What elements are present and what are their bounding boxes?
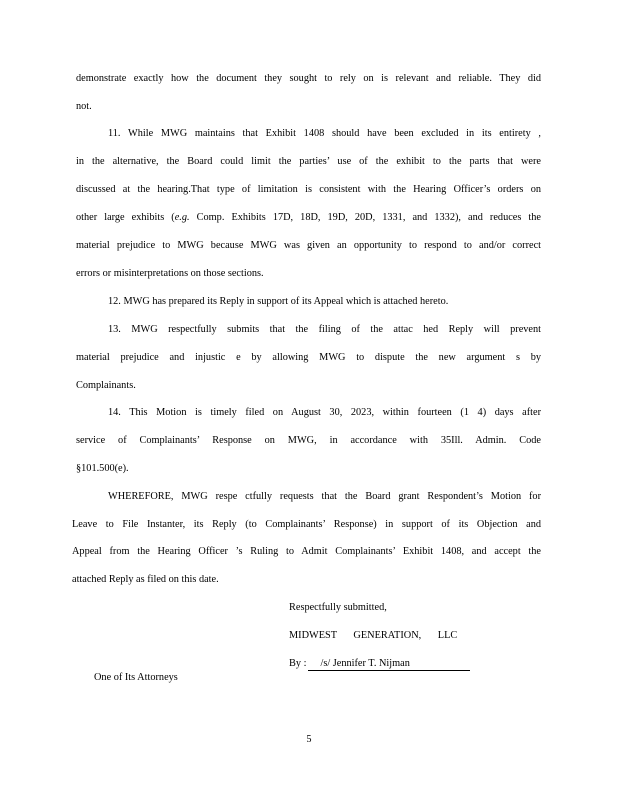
signer-name: /s/ Jennifer T. Nijman xyxy=(308,658,470,671)
paragraph-13-line: 13. MWG respectfully submits that the filing of the attac hed Reply will prevent xyxy=(108,324,541,335)
paragraph-11-line: 11. While MWG maintains that Exhibit 1408 should have been excluded in its entirety , xyxy=(108,128,541,139)
text-run: Comp. Exhibits 17D, 18D, 19D, 20D, 1331, and 1332), and reduces the xyxy=(189,212,541,223)
paragraph-11-line: in the alternative, the Board could limit the parties’ use of the exhibit to the parts that were xyxy=(76,156,541,167)
wherefore-line: attached Reply as filed on this date. xyxy=(72,574,219,585)
paragraph-14-line: service of Complainants’ Response on MWG, in accordance with 35Ill. Admin. Code xyxy=(76,435,541,446)
firm-name: MIDWEST GENERATION, LLC xyxy=(289,630,458,641)
paragraph-13-line: material prejudice and injustic e by allowing MWG to dispute the new argument s by xyxy=(76,352,541,363)
body-line: not. xyxy=(76,101,92,112)
closing: Respectfully submitted, xyxy=(289,602,387,613)
signer-role: One of Its Attorneys xyxy=(94,672,178,683)
paragraph-12-line: 12. MWG has prepared its Reply in support of its Appeal which is attached hereto. xyxy=(108,296,449,307)
paragraph-11-line: material prejudice to MWG because MWG was given an opportunity to respond to and/or correct xyxy=(76,240,541,251)
paragraph-11-line: errors or misinterpretations on those sections. xyxy=(76,268,264,279)
paragraph-13-line: Complainants. xyxy=(76,380,136,391)
by-label: By : xyxy=(289,658,307,669)
paragraph-11-line xyxy=(76,212,541,224)
page-number: 5 xyxy=(306,734,312,745)
wherefore-line: Leave to File Instanter, its Reply (to Complainants’ Response) in support of its Objection and xyxy=(72,519,541,530)
wherefore-line: Appeal from the Hearing Officer ’s Ruling to Admit Complainants’ Exhibit 1408, and accept the xyxy=(72,546,541,557)
paragraph-11-line: discussed at the hearing.That type of limitation is consistent with the Hearing Officer’s orders on xyxy=(76,184,541,195)
body-line: demonstrate exactly how the document they sought to rely on is relevant and reliable. They did xyxy=(76,73,541,84)
citation-signal: e.g. xyxy=(174,212,190,223)
signature-line xyxy=(289,658,470,671)
paragraph-14-line: §101.500(e). xyxy=(76,463,129,474)
text-run: other large exhibits ( xyxy=(76,212,175,223)
wherefore-line: WHEREFORE, MWG respe ctfully requests that the Board grant Respondent’s Motion for xyxy=(108,491,541,502)
paragraph-14-line: 14. This Motion is timely filed on August 30, 2023, within fourteen (1 4) days after xyxy=(108,407,541,418)
